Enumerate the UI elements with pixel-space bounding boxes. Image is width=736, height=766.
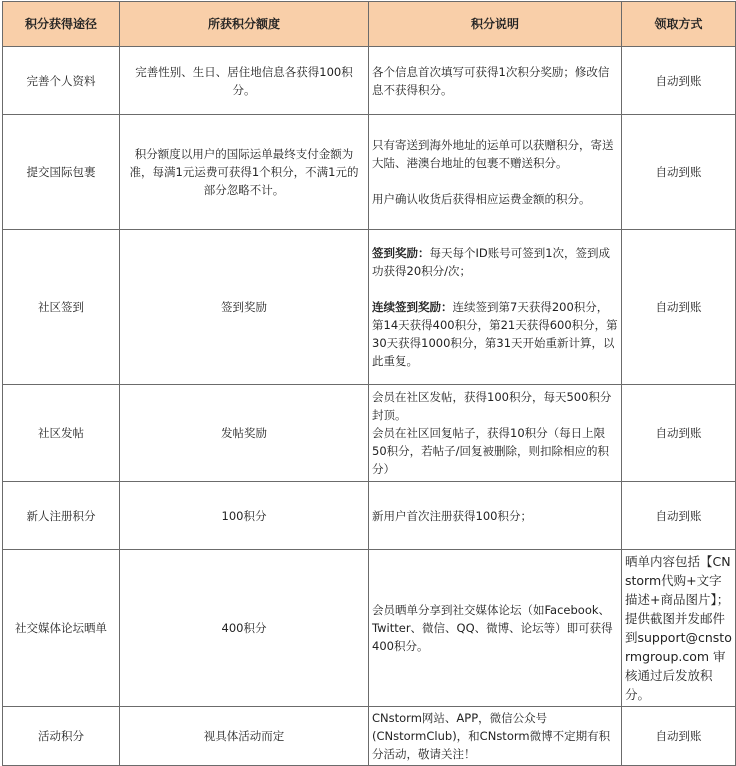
table-row bbox=[3, 550, 736, 707]
desc-paragraph: CNstorm网站、APP，微信公众号(CNstormClub)，和CNstorm微博不定期有积分活动，敬请关注！ bbox=[372, 711, 611, 761]
header-description: 积分说明 bbox=[369, 2, 622, 47]
cell-method: 自动到账 bbox=[622, 482, 736, 550]
cell-amount: 签到奖励 bbox=[120, 230, 369, 385]
table-row bbox=[3, 115, 736, 230]
header-method: 领取方式 bbox=[622, 2, 736, 47]
table-row bbox=[3, 482, 736, 550]
desc-paragraph: 只有寄送到海外地址的运单可以获赠积分，寄送大陆、港澳台地址的包裹不赠送积分。 bbox=[372, 138, 614, 170]
cell-amount: 完善性别、生日、居住地信息各获得100积分。 bbox=[120, 47, 369, 115]
points-table bbox=[2, 1, 736, 766]
cell-method: 自动到账 bbox=[622, 47, 736, 115]
cell-amount: 发帖奖励 bbox=[120, 385, 369, 482]
cell-description bbox=[369, 115, 622, 230]
cell-description bbox=[369, 482, 622, 550]
cell-description bbox=[369, 230, 622, 385]
cell-amount: 视具体活动而定 bbox=[120, 707, 369, 766]
table-row bbox=[3, 47, 736, 115]
cell-way: 提交国际包裹 bbox=[3, 115, 120, 230]
header-row bbox=[3, 2, 736, 47]
cell-method: 自动到账 bbox=[622, 707, 736, 766]
desc-paragraph: 各个信息首次填写可获得1次积分奖励；修改信息不获得积分。 bbox=[372, 64, 610, 97]
desc-text: 每天每个ID账号可签到1次，签到成功获得20积分/次； bbox=[372, 246, 611, 278]
header-amount: 所获积分额度 bbox=[120, 2, 369, 47]
cell-amount: 100积分 bbox=[120, 482, 369, 550]
cell-amount: 400积分 bbox=[120, 550, 369, 707]
cell-description bbox=[369, 550, 622, 707]
cell-method: 自动到账 bbox=[622, 230, 736, 385]
cell-description bbox=[369, 385, 622, 482]
desc-paragraph: 新用户首次注册获得100积分； bbox=[372, 508, 532, 523]
desc-subtitle: 连续签到奖励： bbox=[372, 300, 453, 314]
cell-method: 晒单内容包括【CNstorm代购+文字描述+商品图片】；提供截图并发邮件到support@cnstormgroup.com 审核通过后发放积分。 bbox=[622, 550, 736, 707]
desc-paragraph: 会员晒单分享到社交媒体论坛（如Facebook、Twitter、微信、QQ、微博、论坛等）即可获得400积分。 bbox=[372, 603, 613, 653]
cell-way: 社交媒体论坛晒单 bbox=[3, 550, 120, 707]
cell-method: 自动到账 bbox=[622, 115, 736, 230]
table-row bbox=[3, 230, 736, 385]
cell-way: 社区发帖 bbox=[3, 385, 120, 482]
table-row bbox=[3, 385, 736, 482]
table-row bbox=[3, 707, 736, 766]
cell-way: 新人注册积分 bbox=[3, 482, 120, 550]
cell-way: 完善个人资料 bbox=[3, 47, 120, 115]
desc-paragraph: 用户确认收货后获得相应运费金额的积分。 bbox=[372, 192, 591, 206]
cell-way: 社区签到 bbox=[3, 230, 120, 385]
header-way: 积分获得途径 bbox=[3, 2, 120, 47]
cell-description bbox=[369, 707, 622, 766]
desc-paragraph: 会员在社区回复帖子，获得10积分（每日上限50积分，若帖子/回复被删除，则扣除相应的积分） bbox=[372, 426, 610, 476]
cell-way: 活动积分 bbox=[3, 707, 120, 766]
desc-paragraph bbox=[372, 298, 618, 370]
desc-subtitle: 签到奖励： bbox=[372, 246, 430, 260]
desc-text: 连续签到第7天获得200积分，第14天获得400积分，第21天获得600积分，第30天获得1000积分，第31天开始重新计算，以此重复。 bbox=[372, 300, 618, 368]
cell-amount: 积分额度以用户的国际运单最终支付金额为准，每满1元运费可获得1个积分，不满1元的部分忽略不计。 bbox=[120, 115, 369, 230]
desc-paragraph bbox=[372, 244, 618, 280]
cell-description bbox=[369, 47, 622, 115]
desc-paragraph: 会员在社区发帖，获得100积分，每天500积分封顶。 bbox=[372, 390, 612, 422]
cell-method: 自动到账 bbox=[622, 385, 736, 482]
